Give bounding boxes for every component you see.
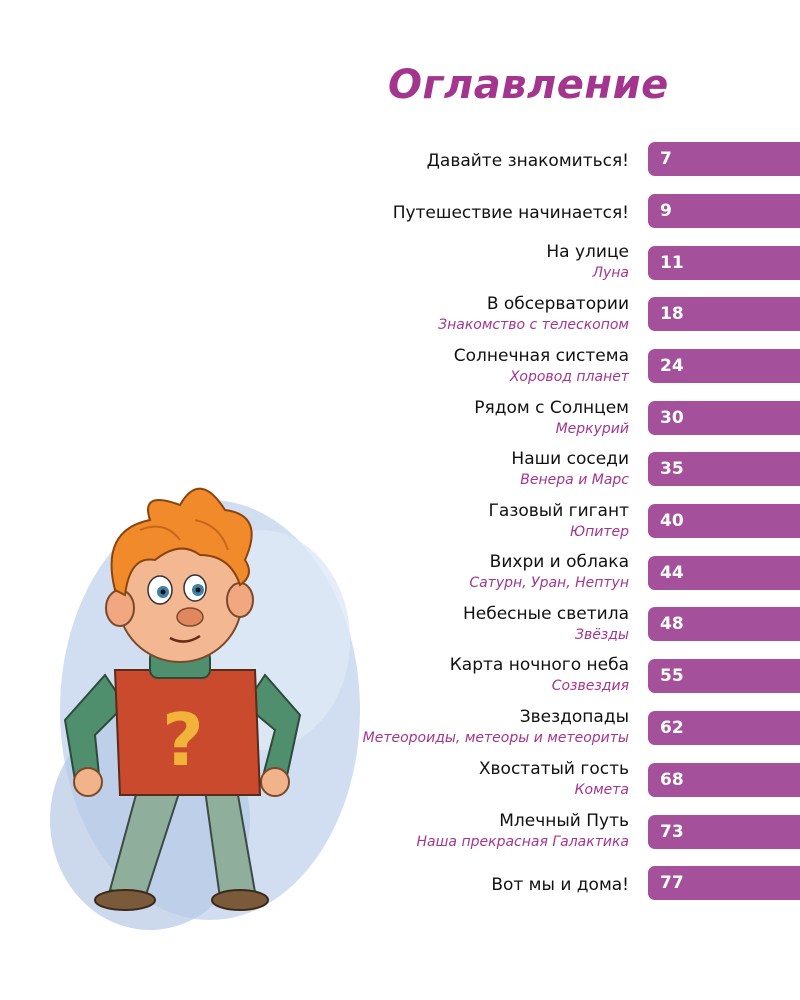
left-ear [106,590,134,626]
toc-page-tab[interactable]: 30 [648,401,800,435]
toc-entry-title: Небесные светила [463,604,629,624]
toc-page-tab[interactable]: 18 [648,297,800,331]
toc-page-tab[interactable]: 7 [648,142,800,176]
toc-entry-title: Млечный Путь [499,811,629,831]
toc-entry[interactable] [209,202,629,224]
toc-entry[interactable] [209,293,629,335]
toc-entry[interactable] [209,397,629,439]
toc-entry[interactable] [209,241,629,283]
toc-entry-title: Давайте знакомиться! [426,151,629,171]
toc-entry-title: Рядом с Солнцем [474,398,629,418]
toc-entry-title: Звездопады [519,707,629,727]
toc-page-tab[interactable]: 55 [648,659,800,693]
boy-illustration [30,460,370,930]
toc-page-tab[interactable]: 77 [648,866,800,900]
toc-page-tab[interactable]: 48 [648,607,800,641]
toc-entry-title: В обсерватории [486,294,629,314]
toc-entry-title: Путешествие начинается! [392,203,629,223]
toc-entry-subtitle: Комета [574,782,629,798]
toc-entry-subtitle: Созвездия [551,678,629,694]
toc-page-tab[interactable]: 73 [648,815,800,849]
toc-entry-subtitle: Сатурн, Уран, Нептун [469,575,629,591]
toc-entry-title: На улице [546,242,629,262]
toc-page-tab[interactable]: 24 [648,349,800,383]
left-shoe [95,890,155,910]
toc-page-tab[interactable]: 9 [648,194,800,228]
right-shoe [212,890,268,910]
left-hand [74,768,102,796]
toc-entry-subtitle: Юпитер [569,524,629,540]
toc-entry[interactable] [209,150,629,172]
toc-entry[interactable] [209,345,629,387]
toc-page-tab[interactable]: 44 [648,556,800,590]
toc-page-tab[interactable]: 62 [648,711,800,745]
toc-entry-title: Вихри и облака [489,552,629,572]
shirt-question-mark: ? [162,698,204,782]
toc-entry-subtitle: Метеороиды, метеоры и метеориты [362,730,629,746]
toc-entry-subtitle: Звёзды [574,627,629,643]
page-title: Оглавление [388,62,669,108]
toc-page-tab[interactable]: 11 [648,246,800,280]
toc-entry-subtitle: Наша прекрасная Галактика [416,834,629,850]
nose [177,608,203,626]
toc-page-tab[interactable]: 40 [648,504,800,538]
toc-entry-title: Солнечная система [453,346,629,366]
toc-entry-title: Вот мы и дома! [491,875,629,895]
toc-entry-subtitle: Меркурий [555,421,629,437]
toc-entry-title: Карта ночного неба [449,655,629,675]
toc-entry-subtitle: Венера и Марс [520,472,629,488]
toc-entry-subtitle: Знакомство с телескопом [438,317,629,333]
toc-entry-subtitle: Луна [592,265,629,281]
toc-entry-title: Наши соседи [511,449,629,469]
toc-entry-title: Хвостатый гость [478,759,629,779]
toc-page-tab[interactable]: 35 [648,452,800,486]
toc-entry-title: Газовый гигант [488,501,629,521]
right-ear [227,583,253,617]
toc-entry-subtitle: Хоровод планет [509,369,629,385]
toc-page-tab[interactable]: 68 [648,763,800,797]
right-hand [261,768,289,796]
